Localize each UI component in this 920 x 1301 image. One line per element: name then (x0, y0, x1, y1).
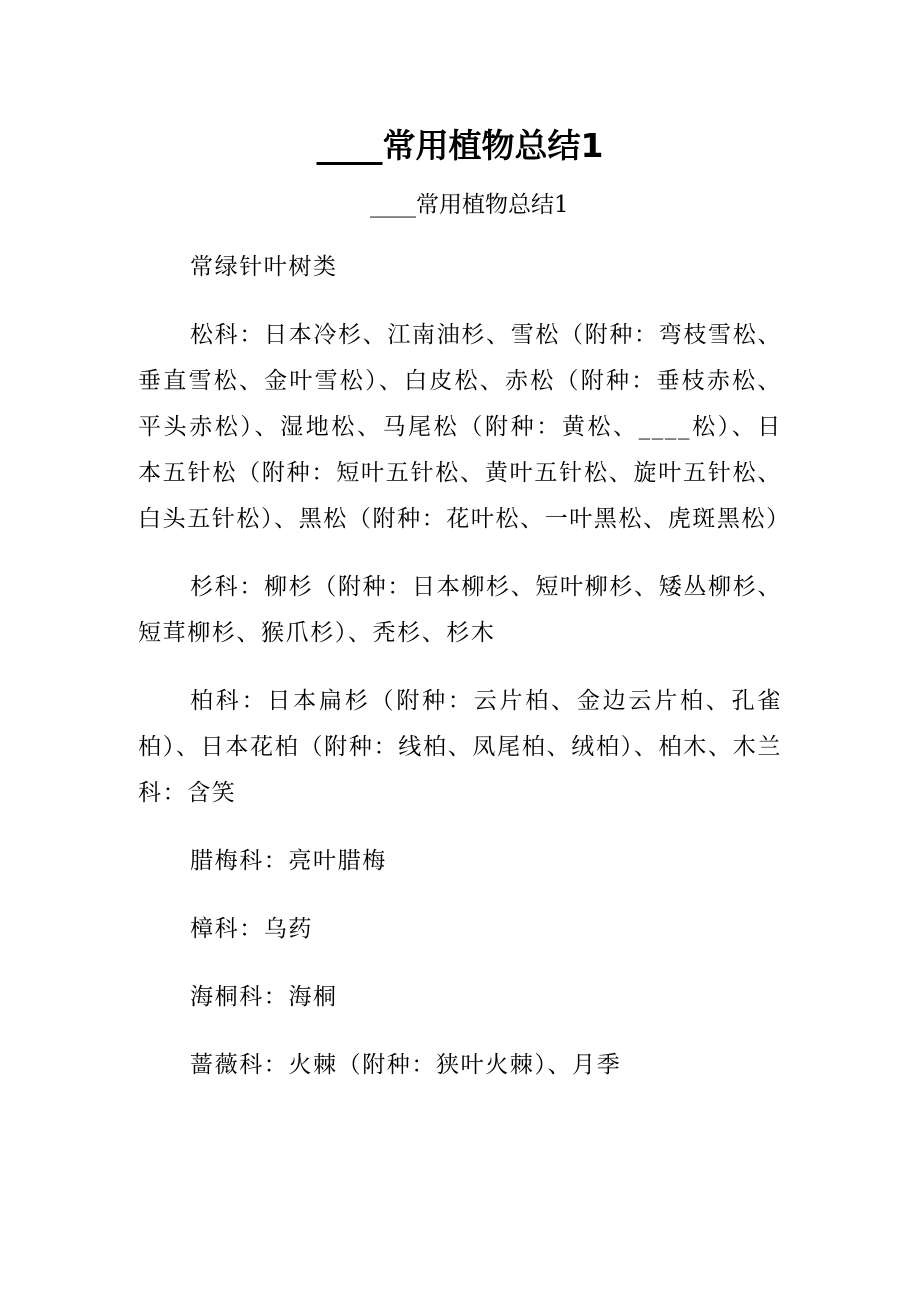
paragraph-lauraceae: 樟科：乌药 (190, 916, 313, 942)
paragraph-cupressaceae: 柏科：日本扁杉（附种：云片柏、金边云片柏、孔雀柏）、日本花柏（附种：线柏、凤尾柏、绒柏）、柏木、木兰科：含笑 (138, 688, 782, 806)
document-subtitle: ____常用植物总结1 (370, 192, 569, 218)
paragraph-taxodiaceae: 杉科：柳杉（附种：日本柳杉、短叶柳杉、矮丛柳杉、短茸柳杉、猴爪杉）、秃杉、杉木 (138, 574, 782, 646)
document-body (138, 244, 791, 1088)
paragraph-pinaceae: 松科：日本冷杉、江南油杉、雪松（附种：弯枝雪松、垂直雪松、金叶雪松）、白皮松、赤松（附种：垂枝赤松、平头赤松）、湿地松、马尾松（附种：黄松、____松）、日本五针松（附种：短叶五针松、黄叶五针松、旋叶五针松、白头五针松）、黑松（附种：花叶松、一叶黑松、虎斑黑松） (138, 322, 791, 532)
paragraph-rosaceae: 蔷薇科：火棘（附种：狭叶火棘）、月季 (190, 1052, 622, 1078)
heading-evergreen-conifers: 常绿针叶树类 (190, 254, 338, 280)
document-title: ____常用植物总结1 (316, 126, 604, 165)
paragraph-pittosporaceae: 海桐科：海桐 (190, 984, 338, 1010)
paragraph-calycanthaceae: 腊梅科：亮叶腊梅 (190, 848, 387, 874)
